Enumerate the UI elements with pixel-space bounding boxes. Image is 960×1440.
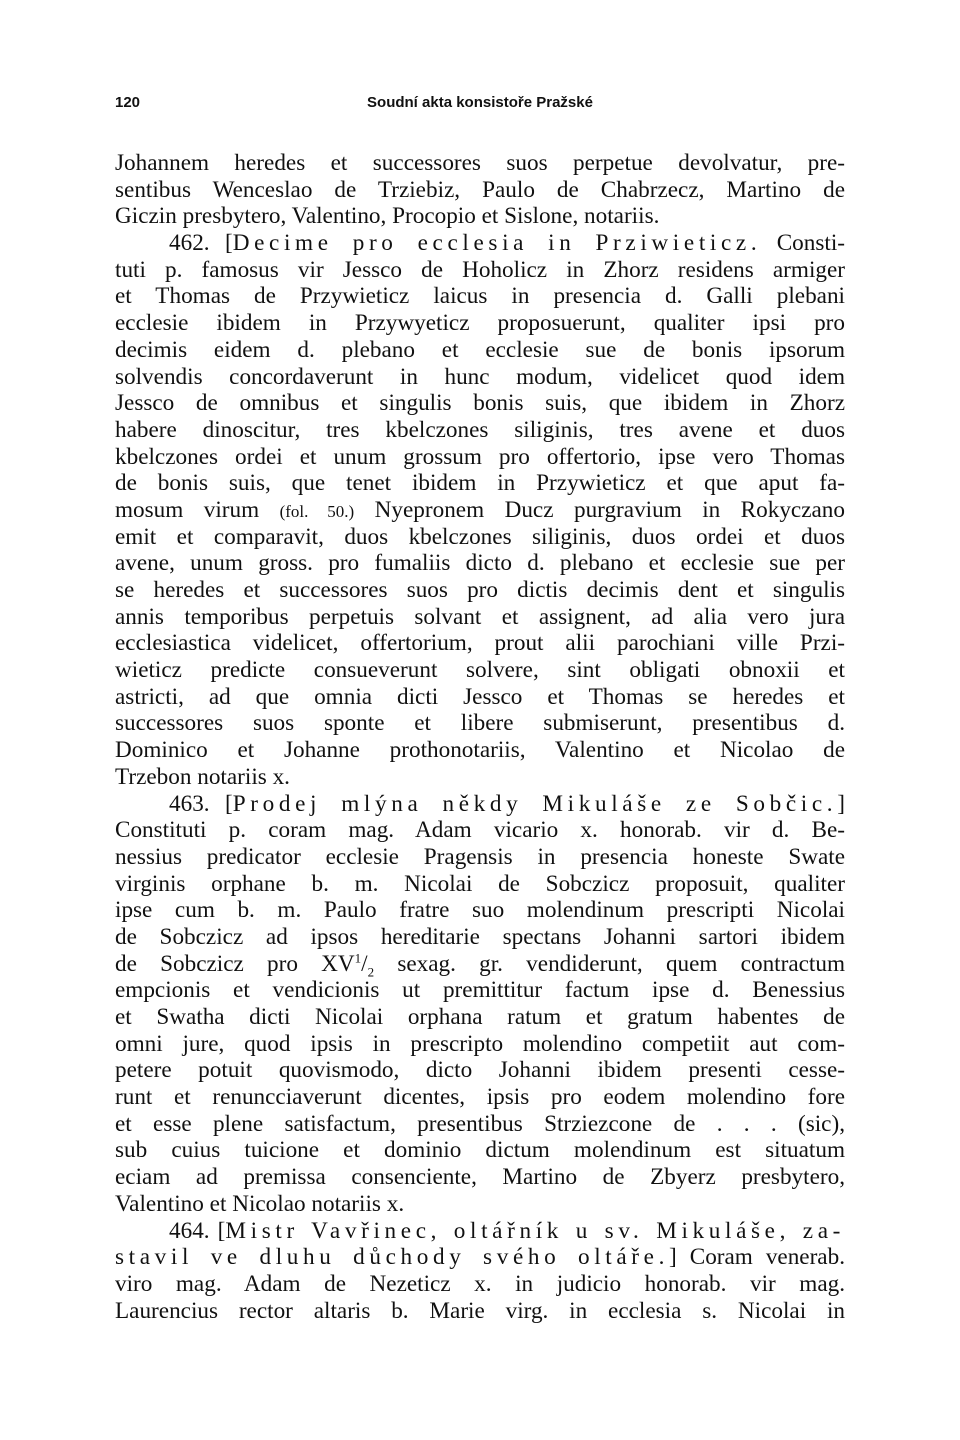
text-line: Trzebon notariis x. (115, 763, 290, 790)
entry-title: Mistr Vavřinec, oltářník u sv. Mikuláše, za- (225, 1217, 845, 1244)
fraction-numerator: 1 (354, 949, 362, 965)
entry-462-heading: 462. [Decime pro ecclesia in Prziwieticz. Consti- (169, 230, 845, 257)
text-line: et Thomas de Przywieticz laicus in presencia d. Galli plebani (115, 283, 845, 310)
entry-title: Decime pro ecclesia in Prziwieticz. (232, 230, 762, 257)
entry-title: stavil ve dluhu důchody svého oltáře. (115, 1244, 670, 1271)
text-line: viro mag. Adam de Nezeticz x. in judicio honorab. vir mag. (115, 1270, 845, 1297)
text-line: sentibus Wenceslao de Trziebiz, Paulo de Chabrzecz, Martino de (115, 176, 845, 203)
page-number: 120 (115, 94, 141, 111)
text-line: habere dinoscitur, tres kbelczones siliginis, tres avene et duos (115, 416, 845, 443)
text-line: Dominico et Johanne prothonotariis, Valentino et Nicolao de (115, 737, 845, 764)
text-line: empcionis et vendicionis ut premittitur factum ipse d. Benessius (115, 977, 845, 1004)
text-line: eciam ad premissa consenciente, Martino de Zbyerz presbytero, (115, 1164, 845, 1191)
text-line: kbelczones ordei et unum grossum pro offertorio, ipse vero Thomas (115, 443, 845, 470)
folio-marker: (fol. 50.) (279, 501, 355, 521)
entry-464-heading: 464. [Mistr Vavřinec, oltářník u sv. Mikuláše, za- (169, 1217, 845, 1244)
text-line: de Sobczicz ad ipsos hereditarie spectans Johanni sartori ibidem (115, 923, 845, 950)
text-line: solvendis concordaverunt in hunc modum, videlicet quod idem (115, 363, 845, 390)
text-line: Constituti p. coram mag. Adam vicario x. honorab. vir d. Be- (115, 817, 845, 844)
page-header (115, 94, 845, 118)
text-line: ipse cum b. m. Paulo fratre suo molendinum prescripti Nicolai (115, 897, 845, 924)
text-line: ecclesie ibidem in Przywyeticz proposuerunt, qualiter ipsi pro (115, 310, 845, 337)
entry-463-heading: 463. [Prodej mlýna někdy Mikuláše ze Sobčic.] (169, 790, 845, 817)
text-line: et Swatha dicti Nicolai orphana ratum et gratum habentes de (115, 1004, 845, 1030)
text-line: tuti p. famosus vir Jessco de Hoholicz in Zhorz residens armiger (115, 256, 845, 283)
text-line: emit et comparavit, duos kbelczones siliginis, duos ordei et duos (115, 523, 845, 550)
text-line: se heredes et successores suos pro dictis decimis dent et singulis (115, 577, 845, 603)
text-line: de Sobczicz pro $XV^1/_2$ sexag. gr. vendiderunt, quem contractum (115, 949, 845, 980)
text-line: et esse plene satisfactum, presentibus Strziezcone de . . . (sic), (115, 1110, 845, 1137)
text-line: avene, unum gross. pro fumaliis dicto d. plebano et ecclesie sue per (115, 550, 845, 577)
text-line: Valentino et Nicolao notariis x. (115, 1190, 405, 1217)
text-line: runt et renuncciaverunt dicentes, ipsis pro eodem molendino fore (115, 1084, 845, 1111)
text-line: nessius predicator ecclesie Pragensis in presencia honeste Swate (115, 843, 845, 870)
text-line: Johannem heredes et successores suos perpetue devolvatur, pre- (115, 150, 845, 176)
running-title: Soudní akta konsistoře Pražské (367, 94, 593, 111)
text-line: de bonis suis, que tenet ibidem in Przywieticz et que aput fa- (115, 470, 845, 497)
text-line: decimis eidem d. plebano et ecclesie sue de bonis ipsorum (115, 336, 845, 363)
text-line: stavil ve dluhu důchody svého oltáře.] Coram venerab. (115, 1244, 845, 1271)
text-line: successores suos sponte et libere submiserunt, presentibus d. (115, 710, 845, 737)
text-line: ecclesiastica videlicet, offertorium, prout alii parochiani ville Przi- (115, 630, 845, 657)
text-line: sub cuius tuicione et dominio dictum molendinum est situatum (115, 1137, 845, 1164)
text-line: Laurencius rector altaris b. Marie virg. in ecclesia s. Nicolai in (115, 1297, 845, 1324)
text-line: petere potuit quovismodo, dicto Johanni ibidem presenti cesse- (115, 1057, 845, 1084)
entry-title: Prodej mlýna někdy Mikuláše ze Sobčic. (232, 790, 838, 817)
text-line: mosum virum (fol. 50.) Nyepronem Ducz purgravium in Rokyczano (115, 496, 845, 523)
text-line: astricti, ad que omnia dicti Jessco et Thomas se heredes et (115, 683, 845, 710)
text-line: virginis orphane b. m. Nicolai de Sobczicz proposuit, qualiter (115, 870, 845, 897)
text-line: omni jure, quod ipsis in prescripto molendino competiit aut com- (115, 1030, 845, 1057)
text-line: annis temporibus perpetuis solvant et assignent, ad alia vero jura (115, 603, 845, 630)
text-line: Jessco de omnibus et singulis bonis suis, que ibidem in Zhorz (115, 390, 845, 417)
fraction-denominator: 2 (367, 964, 375, 980)
text-line: wieticz predicte consueverunt solvere, sint obligati obnoxii et (115, 657, 845, 684)
body-text (115, 150, 845, 1324)
text-line: Giczin presbytero, Valentino, Procopio et Sislone, notariis. (115, 203, 660, 230)
